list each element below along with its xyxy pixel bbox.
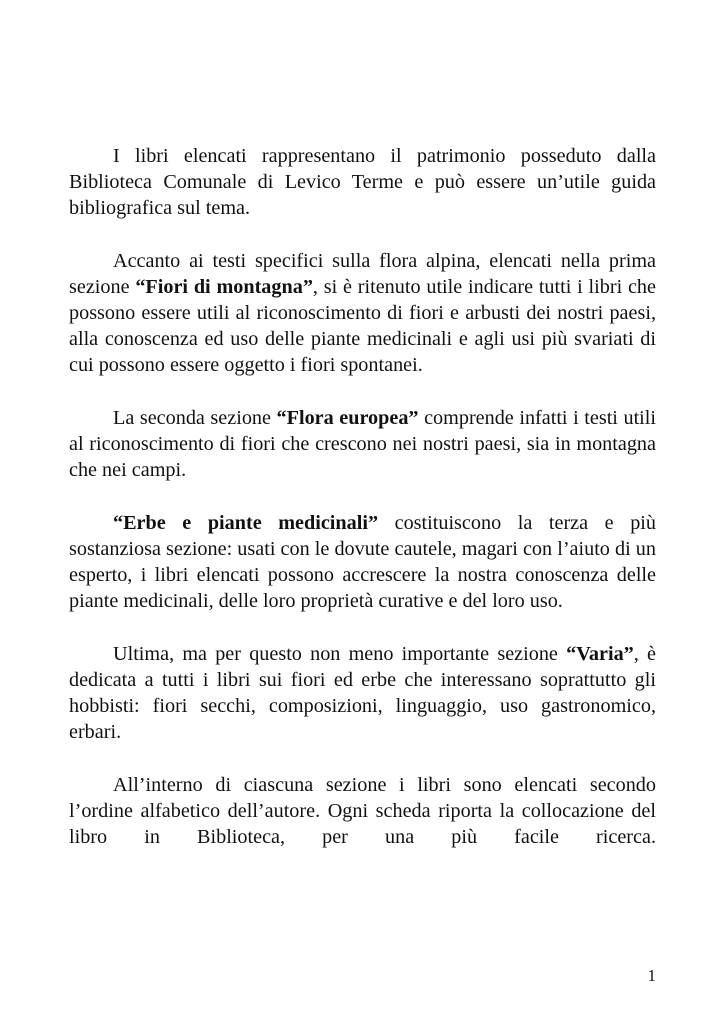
paragraph-erbe-piante-medicinali bbox=[69, 510, 656, 614]
paragraph-text: Ultima, ma per questo non meno importante sezione bbox=[113, 643, 567, 665]
paragraph-varia bbox=[69, 641, 656, 745]
page-number: 1 bbox=[647, 966, 656, 985]
paragraph-text: , è dedicata a tutti i libri sui fiori ed erbe che interessano soprattutto gli hobbisti: fiori secchi, composizioni, linguaggio, uso gastronomico, erbari. bbox=[69, 643, 656, 743]
paragraph-ordine-alfabetico bbox=[69, 772, 656, 850]
paragraph-text: costituiscono la terza e più sostanziosa sezione: usati con le dovute cautele, magari con l’aiuto di un esperto, i libri elencati possono accrescere la nostra conoscenza delle piante medicinali, delle loro proprietà curative e del loro uso. bbox=[69, 512, 656, 612]
section-title-fiori-di-montagna: “Fiori di montagna” bbox=[135, 276, 313, 298]
paragraph-text: Accanto ai testi specifici sulla flora alpina, elencati nella prima sezione bbox=[69, 250, 656, 298]
paragraph-text: La seconda sezione bbox=[113, 407, 277, 429]
paragraph-text: All’interno di ciascuna sezione i libri sono elencati secondo l’ordine alfabetico dell’autore. Ogni scheda riporta la collocazione del libro in Biblioteca, per una più facile ricerca. bbox=[69, 774, 656, 848]
section-title-varia: “Varia” bbox=[566, 643, 634, 665]
paragraph-fiori-di-montagna bbox=[69, 248, 656, 378]
paragraph-text: comprende infatti i testi utili al riconoscimento di fiori che crescono nei nostri paesi, sia in montagna che nei campi. bbox=[69, 407, 656, 481]
section-title-flora-europea: “Flora europea” bbox=[276, 407, 419, 429]
paragraph-intro bbox=[69, 143, 656, 221]
paragraph-flora-europea bbox=[69, 405, 656, 483]
paragraph-text: , si è ritenuto utile indicare tutti i libri che possono essere utili al riconoscimento di fiori e arbusti dei nostri paesi, alla conoscenza ed uso delle piante medicinali e agli usi più svariati di cui possono essere oggetto i fiori spontanei. bbox=[69, 276, 656, 376]
paragraph-text: I libri elencati rappresentano il patrimonio posseduto dalla Biblioteca Comunale di Levico Terme e può essere un’utile guida bibliografica sul tema. bbox=[69, 145, 656, 219]
section-title-erbe-piante-medicinali: “Erbe e piante medicinali” bbox=[113, 512, 379, 534]
document-page bbox=[69, 143, 656, 877]
